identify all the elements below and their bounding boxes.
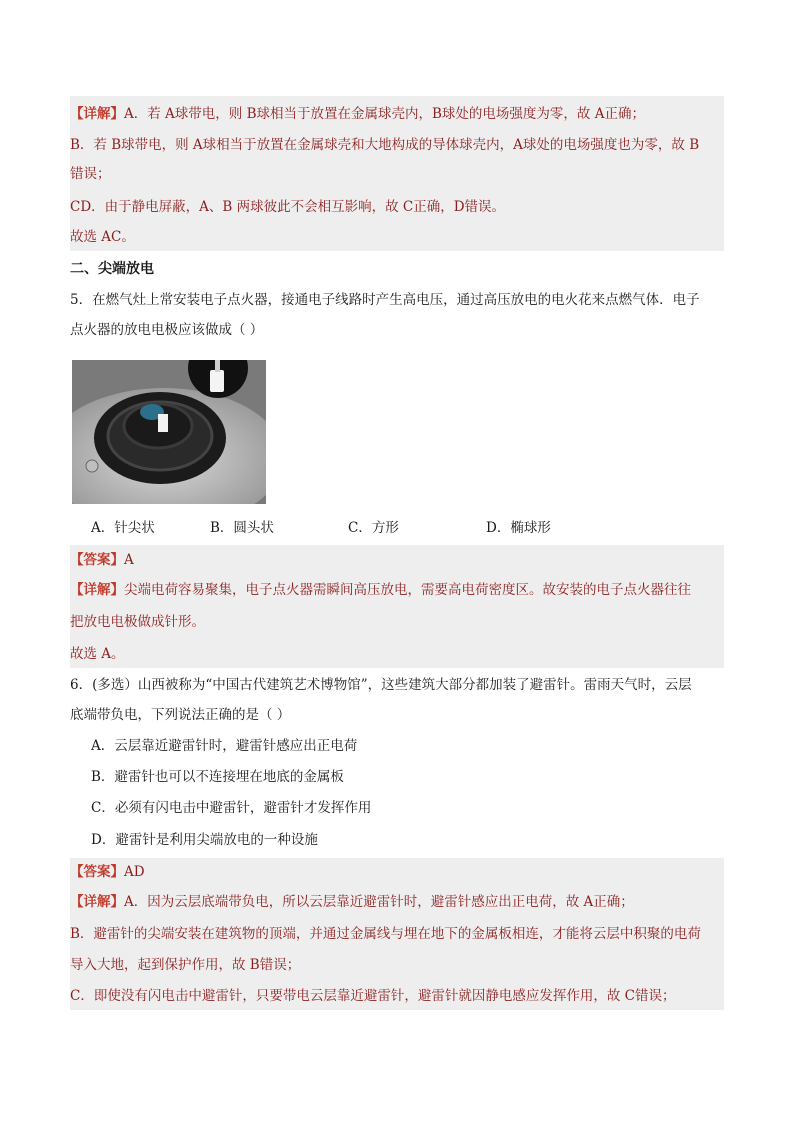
question-5-line-1: 5．在燃气灶上常安装电子点火器，接通电子线路时产生高电压，通过高压放电的电火花来点燃气体．电子: [70, 292, 700, 308]
q5-option-a: A．针尖状: [91, 520, 155, 536]
q6-option-a: A．云层靠近避雷针时，避雷针感应出正电荷: [91, 738, 358, 754]
answer-value: AD: [124, 864, 145, 880]
question-6-line-1: 6．(多选）山西被称为“中国古代建筑艺术博物馆”，这些建筑大部分都加装了避雷针。雷雨天气时，云层: [70, 677, 692, 693]
detail-line-q6-4: C．即使没有闪电击中避雷针，只要带电云层靠近避雷针，避雷针就因静电感应发挥作用，故 C错误；: [70, 988, 676, 1004]
q5-option-b: B．圆头状: [210, 520, 274, 536]
detail-tag: 【详解】: [70, 582, 124, 598]
detail-line-q5-1: 【详解】尖端电荷容易聚集，电子点火器需瞬间高压放电，需要高电荷密度区。故安装的电子点火器往往: [70, 582, 691, 598]
detail-line-1: 【详解】A．若 A球带电，则 B球相当于放置在金属球壳内，B球处的电场强度为零，故 A正确；: [70, 106, 645, 122]
detail-line-2: B．若 B球带电，则 A球相当于放置在金属球壳和大地构成的导体球壳内，A球处的电场强度也为零，故 B: [70, 137, 700, 153]
answer-value: A: [124, 552, 134, 568]
igniter-illustration: [72, 360, 266, 504]
detail-line-q6-2: B．避雷针的尖端安装在建筑物的顶端，并通过金属线与埋在地下的金属板相连，才能将云层中积聚的电荷: [70, 926, 701, 942]
detail-line-q6-1: 【详解】A．因为云层底端带负电，所以云层靠近避雷针时，避雷针感应出正电荷，故 A正确；: [70, 894, 634, 910]
answer-tag: 【答案】: [70, 864, 124, 880]
detail-tag: 【详解】: [70, 106, 124, 122]
detail-line-5: 故选 AC。: [70, 229, 135, 245]
q6-option-c: C．必须有闪电击中避雷针，避雷针才发挥作用: [91, 800, 372, 816]
answer-line-q5: [70, 550, 724, 570]
q6-option-b: B．避雷针也可以不连接埋在地底的金属板: [91, 769, 344, 785]
answer-tag: 【答案】: [70, 552, 124, 568]
detail-line-q5-2: 把放电电极做成针形。: [70, 614, 205, 630]
q5-option-d: D．椭球形: [486, 520, 551, 536]
gas-stove-igniter-photo: [72, 360, 266, 504]
question-6-line-2: 底端带负电，下列说法正确的是（ ）: [70, 707, 291, 723]
detail-line-3: 错误；: [70, 166, 111, 182]
section-title: 二、尖端放电: [70, 261, 154, 277]
detail-line-q6-3: 导入大地，起到保护作用，故 B错误；: [70, 957, 301, 973]
detail-tag: 【详解】: [70, 894, 124, 910]
question-5-line-2: 点火器的放电电极应该做成（ ）: [70, 322, 264, 338]
q6-option-d: D．避雷针是利用尖端放电的一种设施: [91, 832, 318, 848]
detail-line-4: CD．由于静电屏蔽，A、B 两球彼此不会相互影响，故 C正确，D错误。: [70, 199, 506, 215]
detail-line-q5-3: 故选 A。: [70, 646, 125, 662]
answer-line-q6: [70, 862, 724, 882]
q5-option-c: C．方形: [348, 520, 399, 536]
